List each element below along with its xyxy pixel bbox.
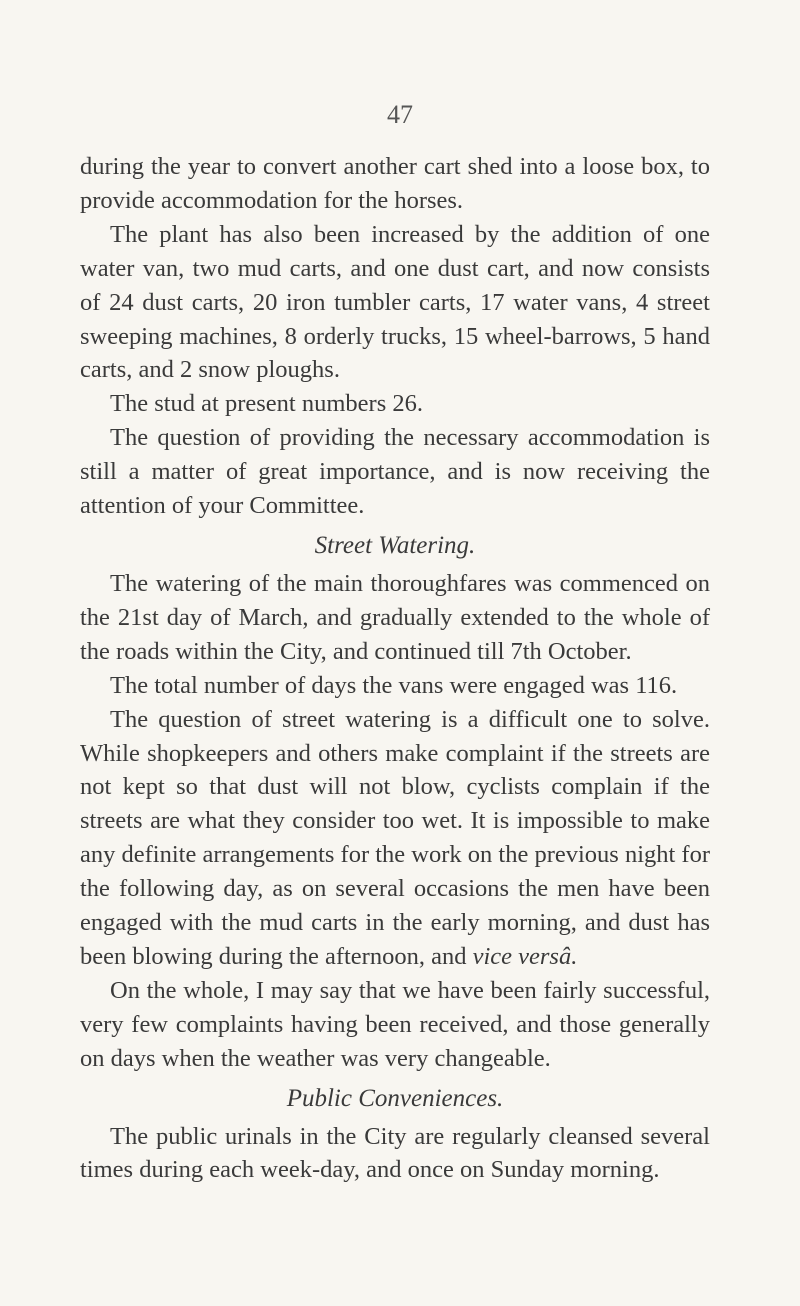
paragraph-plant: The plant has also been increased by the addition of one water van, two mud carts, and one dust cart, and now consists of 24 dust carts, 20 iron tumbler carts, 17 water vans, 4 street sweeping machines, 8 orderly trucks, 15 wheel-barrows, 5 hand carts, and 2 snow ploughs. bbox=[80, 220, 710, 384]
body-text bbox=[80, 150, 710, 1187]
paragraph-stud: The stud at present numbers 26. bbox=[110, 390, 423, 418]
paragraph-watering-days: The total number of days the vans were engaged was 116. bbox=[110, 671, 678, 699]
paragraph-watering-difficult-text: The question of street watering is a difficult one to solve. While shopkeepers and others make complaint if the streets are not kept so that dust will not blow, cyclists complain if the streets are what they consider too wet. It is impossible to make any definite arrangements for the work on the previous night for the following day, as on several occasions the men have been engaged with the mud carts in the early morning, and dust has been blowing during the afternoon, and bbox=[80, 705, 711, 970]
paragraph-watering-difficult-italic: vice versâ. bbox=[472, 942, 578, 970]
paragraph-watering-difficult bbox=[80, 703, 710, 974]
section-heading-street-watering: Street Watering. bbox=[314, 531, 476, 559]
section-heading-public-conveniences: Public Conveniences. bbox=[286, 1084, 504, 1112]
paragraph-watering-commenced: The watering of the main thoroughfares was commenced on the 21st day of March, and gradually extended to the whole of the roads within the City, and continued till 7th October. bbox=[80, 569, 710, 665]
paragraph-accommodation: The question of providing the necessary accommodation is still a matter of great importance, and is now receiving the attention of your Committee. bbox=[80, 424, 710, 520]
page-number: 47 bbox=[387, 100, 413, 129]
paragraph-on-the-whole: On the whole, I may say that we have been fairly successful, very few complaints having been received, and those generally on days when the weather was very changeable. bbox=[80, 976, 710, 1072]
paragraph-continuation: during the year to convert another cart shed into a loose box, to provide accommodation for the horses. bbox=[80, 153, 710, 214]
paragraph-urinals: The public urinals in the City are regularly cleansed several times during each week-day, and once on Sunday morning. bbox=[80, 1122, 710, 1184]
